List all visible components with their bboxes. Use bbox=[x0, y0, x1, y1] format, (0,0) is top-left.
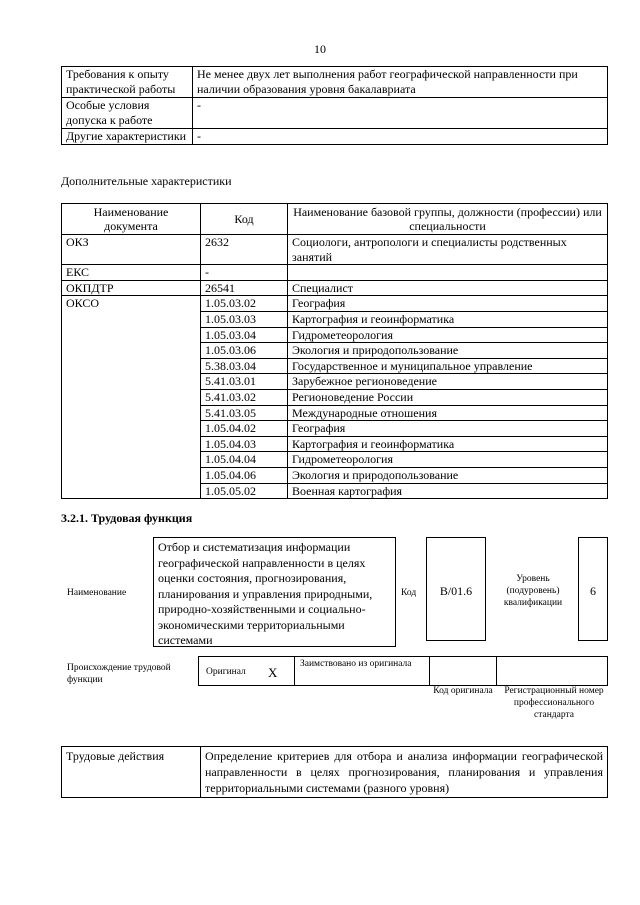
table-header-row bbox=[62, 204, 608, 235]
name-cell: Картография и геоинформатика bbox=[288, 311, 608, 327]
header-doc: Наименование документа bbox=[62, 204, 201, 235]
actions-value: Определение критериев для отбора и анализа информации географической направленности в целях прогнозирования, планирования и управления территориальными системами (разного уровня) bbox=[201, 747, 608, 798]
function-name: Отбор и систематизация информации географической направленности в целях оценки состояния, прогнозирования, планирования и управления природными, природно-хозяйственными и социально-экономическими территориальными системами bbox=[153, 537, 396, 647]
table-row bbox=[62, 67, 608, 98]
section-title: 3.2.1. Трудовая функция bbox=[61, 511, 193, 525]
code-cell: 1.05.03.06 bbox=[201, 343, 288, 359]
header-code: Код bbox=[201, 204, 288, 235]
name-cell: География bbox=[288, 296, 608, 312]
req-value: - bbox=[193, 98, 608, 129]
level-label: Уровень (подуровень) квалификации bbox=[503, 574, 563, 608]
table-row bbox=[62, 235, 608, 265]
code-cell: - bbox=[201, 265, 288, 281]
name-cell: Экология и природопользование bbox=[288, 343, 608, 359]
name-cell: Гидрометеорология bbox=[288, 327, 608, 343]
borrowed-label: Заимствовано из оригинала bbox=[300, 659, 412, 669]
code-cell: 5.41.03.02 bbox=[201, 389, 288, 405]
code-cell: 5.41.03.01 bbox=[201, 374, 288, 390]
req-label: Особые условия допуска к работе bbox=[62, 98, 193, 129]
code-label: Код bbox=[401, 588, 417, 598]
code-cell: 1.05.03.04 bbox=[201, 327, 288, 343]
code-cell: 1.05.04.06 bbox=[201, 467, 288, 483]
table-row bbox=[62, 280, 608, 296]
code-cell: 1.05.04.03 bbox=[201, 436, 288, 452]
origin-label: Происхождение трудовой функции bbox=[67, 663, 171, 685]
code-caption: Код оригинала bbox=[433, 686, 493, 696]
code-cell: 1.05.04.04 bbox=[201, 452, 288, 468]
code-cell: 1.05.04.02 bbox=[201, 421, 288, 437]
table-row bbox=[62, 98, 608, 129]
code-cell: 26541 bbox=[201, 280, 288, 296]
name-cell: Экология и природопользование bbox=[288, 467, 608, 483]
name-cell: Международные отношения bbox=[288, 405, 608, 421]
req-value: Не менее двух лет выполнения работ географической направленности при наличии образования уровня бакалавриата bbox=[193, 67, 608, 98]
req-label: Требования к опыту практической работы bbox=[62, 67, 193, 98]
page-number: 10 bbox=[314, 42, 326, 56]
actions-table bbox=[61, 746, 608, 798]
code-cell: 1.05.03.02 bbox=[201, 296, 288, 312]
doc-cell: ОКПДТР bbox=[62, 280, 201, 296]
doc-cell: ОКЗ bbox=[62, 235, 201, 265]
code-cell: 2632 bbox=[201, 235, 288, 265]
code-cell: 1.05.03.03 bbox=[201, 311, 288, 327]
name-cell: Регионоведение России bbox=[288, 389, 608, 405]
table-row bbox=[62, 296, 608, 312]
header-name: Наименование базовой группы, должности (профессии) или специальности bbox=[288, 204, 608, 235]
name-cell: Государственное и муниципальное управление bbox=[288, 358, 608, 374]
code-cell: 5.38.03.04 bbox=[201, 358, 288, 374]
function-code: B/01.6 bbox=[426, 537, 486, 641]
qualification-level: 6 bbox=[578, 537, 608, 641]
additional-table bbox=[61, 203, 608, 499]
name-cell: Военная картография bbox=[288, 483, 608, 499]
original-mark: X bbox=[268, 665, 278, 680]
additional-heading: Дополнительные характеристики bbox=[61, 174, 232, 188]
table-row bbox=[62, 129, 608, 145]
name-label: Наименование bbox=[67, 588, 127, 598]
req-label: Другие характеристики bbox=[62, 129, 193, 145]
name-cell: Картография и геоинформатика bbox=[288, 436, 608, 452]
name-cell: Специалист bbox=[288, 280, 608, 296]
table-row bbox=[62, 265, 608, 281]
code-cell: 5.41.03.05 bbox=[201, 405, 288, 421]
name-cell: География bbox=[288, 421, 608, 437]
reg-caption: Регистрационный номер профессионального стандарта bbox=[504, 686, 604, 720]
original-label: Оригинал bbox=[206, 667, 246, 677]
additional-table-body bbox=[62, 235, 608, 499]
doc-cell: ЕКС bbox=[62, 265, 201, 281]
code-cell: 1.05.05.02 bbox=[201, 483, 288, 499]
requirements-table bbox=[61, 66, 608, 145]
name-cell: Социологи, антропологи и специалисты родственных занятий bbox=[288, 235, 608, 265]
doc-cell: ОКСО bbox=[62, 296, 201, 499]
name-cell: Зарубежное регионоведение bbox=[288, 374, 608, 390]
name-cell bbox=[288, 265, 608, 281]
actions-label: Трудовые действия bbox=[62, 747, 201, 798]
table-row bbox=[62, 747, 608, 798]
req-value: - bbox=[193, 129, 608, 145]
name-cell: Гидрометеорология bbox=[288, 452, 608, 468]
